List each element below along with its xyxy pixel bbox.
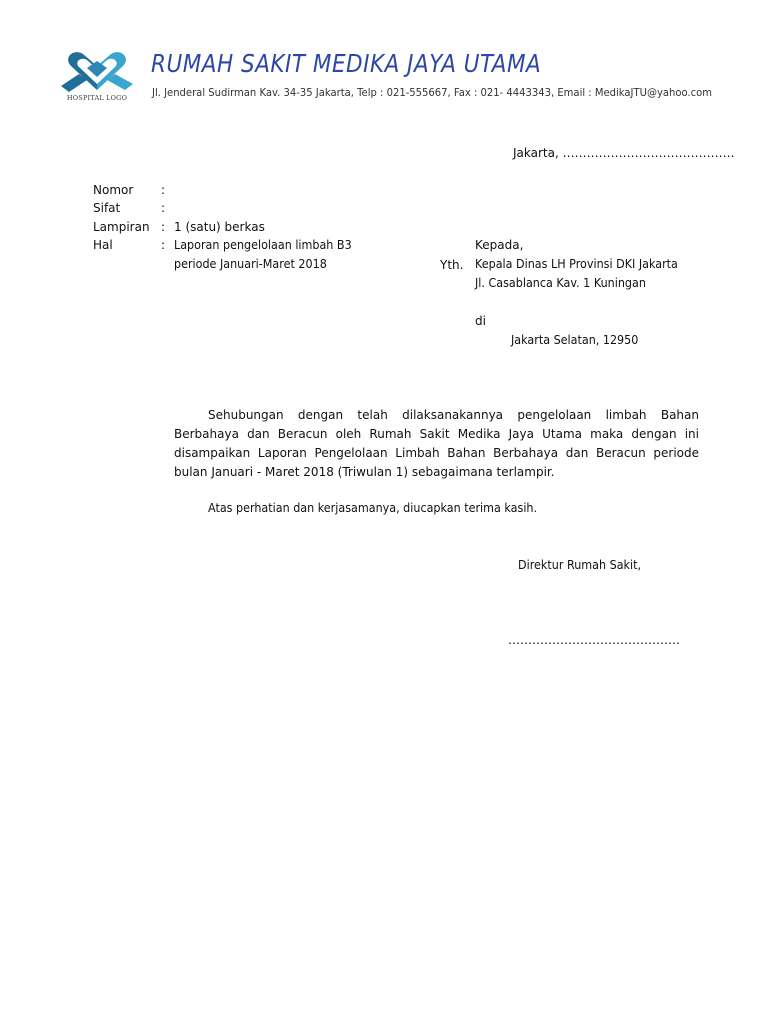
recipient-city: Jakarta Selatan, 12950 <box>511 333 639 347</box>
recipient-kepada: Kepada, <box>475 238 524 252</box>
lampiran-value: 1 (satu) berkas <box>174 220 265 234</box>
signature-name-placeholder: ……………………………………. <box>508 633 680 647</box>
sifat-separator: : <box>161 201 166 215</box>
hal-label: Hal <box>93 238 113 252</box>
logo-caption: HOSPITAL LOGO <box>66 94 128 102</box>
recipient-line2: Jl. Casablanca Kav. 1 Kuningan <box>475 276 646 290</box>
lampiran-label: Lampiran <box>93 220 150 234</box>
hospital-address: Jl. Jenderal Sudirman Kav. 34-35 Jakarta, Telp : 021-555667, Fax : 021- 4443343, Email : MedikaJTU@yahoo.com <box>152 86 712 99</box>
recipient-di: di <box>475 314 486 328</box>
sifat-label: Sifat <box>93 201 121 215</box>
lampiran-separator: : <box>161 220 166 234</box>
nomor-separator: : <box>161 183 166 197</box>
nomor-label: Nomor <box>93 183 134 197</box>
hal-value-line2: periode Januari-Maret 2018 <box>174 257 327 271</box>
body-paragraph: Sehubungan dengan telah dilaksanakannya pengelolaan limbah Bahan Berbahaya dan Beracun oleh Rumah Sakit Medika Jaya Utama maka dengan ini disampaikan Laporan Pengelolaan Limbah Bahan Berbahaya dan Beracun periode bulan Januari - Maret 2018 (Triwulan 1) sebagaimana terlampir. <box>174 408 699 479</box>
signature-title: Direktur Rumah Sakit, <box>518 558 642 572</box>
recipient-yth: Yth. <box>440 258 464 272</box>
place-date: Jakarta, ……………………………………. <box>513 146 735 160</box>
hospital-name: RUMAH SAKIT MEDIKA JAYA UTAMA <box>151 49 542 78</box>
recipient-line1: Kepala Dinas LH Provinsi DKI Jakarta <box>475 257 678 271</box>
hal-separator: : <box>161 238 166 252</box>
hal-value-line1: Laporan pengelolaan limbah B3 <box>174 238 352 252</box>
closing-sentence: Atas perhatian dan kerjasamanya, diucapkan terima kasih. <box>208 501 538 515</box>
